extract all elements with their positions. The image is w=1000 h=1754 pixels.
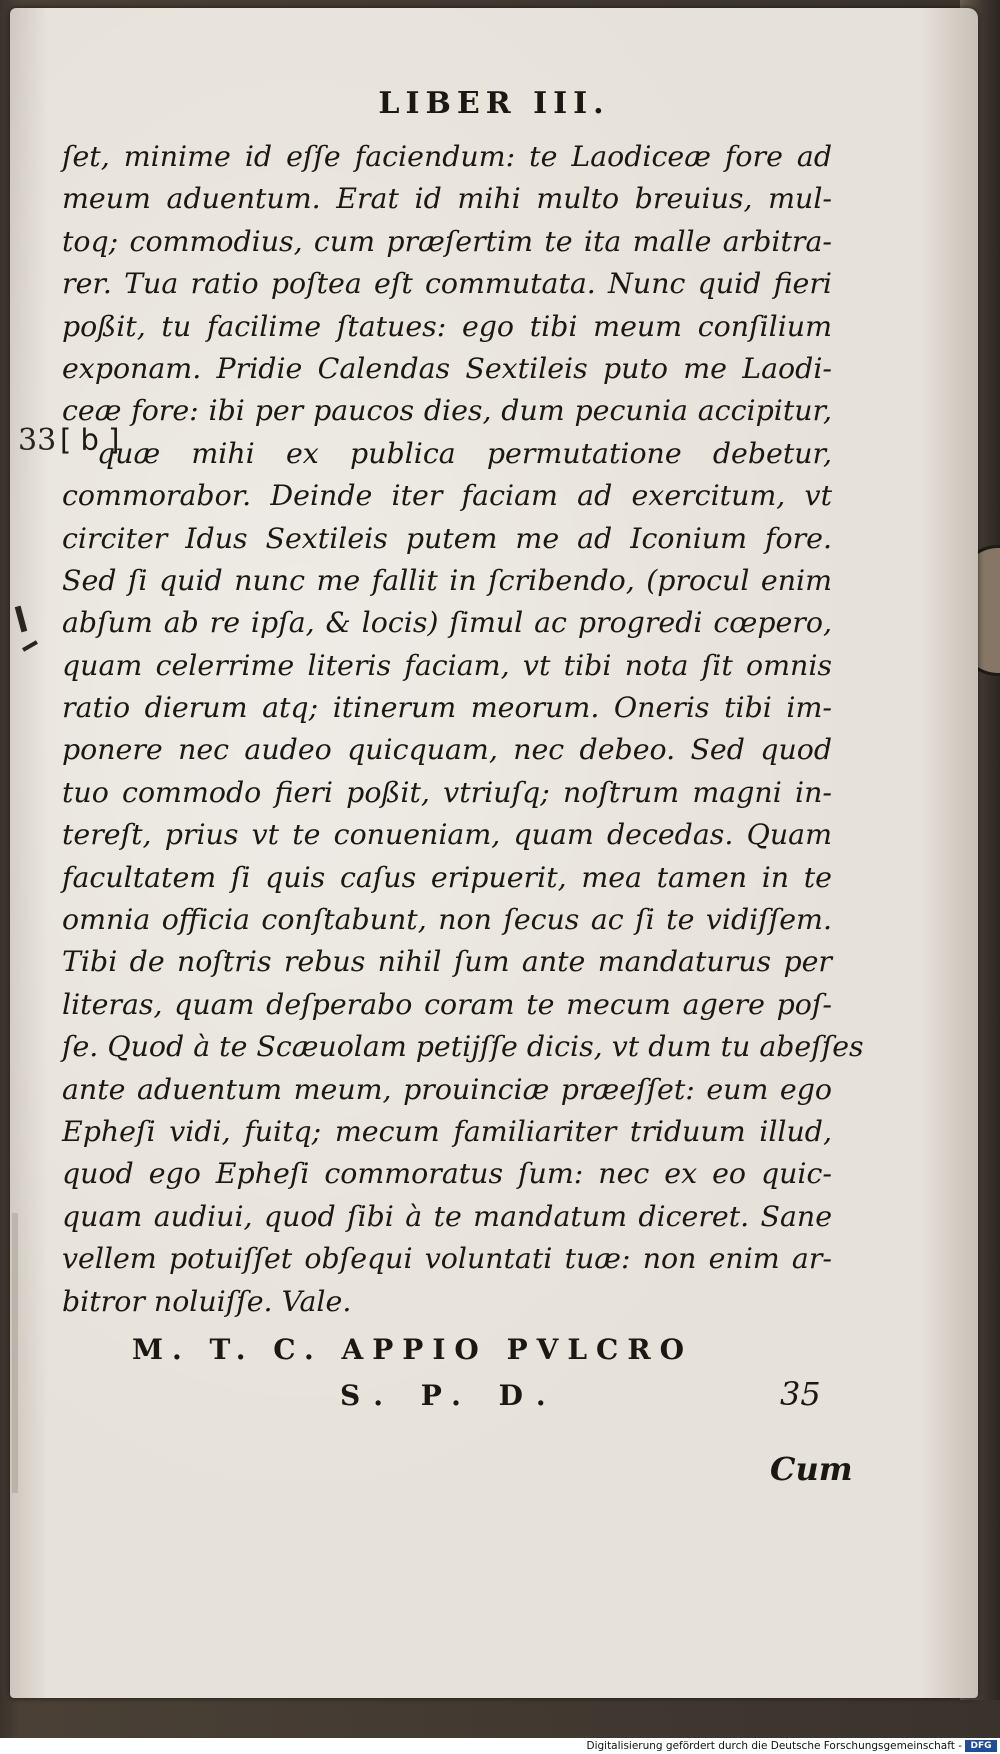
digitization-credit: Digitalisierung gefördert durch die Deutsche Forschungsgemeinschaft - (586, 1740, 962, 1752)
page-crease (12, 1213, 18, 1493)
text-line: commorabor. Deinde iter faciam ad exercitum, vt (62, 479, 832, 513)
bracket-reference: [ b ] (60, 423, 120, 457)
ink-mark (22, 640, 38, 651)
text-line: tuo commodo fieri poßit, vtriuſq; noſtrum magni in- (62, 775, 832, 809)
text-line: exponam. Pridie Calendas Sextileis puto me Laodi- (62, 351, 832, 385)
text-line: quæ mihi ex publica permutatione debetur, (97, 436, 832, 470)
ink-mark (15, 606, 28, 633)
text-line: rer. Tua ratio poſtea eſt commutata. Nunc quid fieri (62, 267, 832, 301)
running-header: LIBER III. (378, 86, 610, 121)
catchword: Cum (770, 1450, 853, 1488)
text-line: ponere nec audeo quicquam, nec debeo. Sed quod (62, 733, 832, 767)
text-line: toq; commodius, cum præſertim te ita malle arbitra- (62, 224, 832, 258)
text-line: meum aduentum. Erat id mihi multo breuius, mul- (62, 182, 832, 216)
text-line: poßit, tu facilime ſtatues: ego tibi meum conſilium (62, 309, 832, 343)
text-line: abſum ab re ipſa, & locis) ſimul ac progredi cœpero, (62, 606, 832, 640)
text-line: quam audiui, quod ſibi à te mandatum diceret. Sane (62, 1199, 832, 1233)
letter-salutation: S. P. D. (340, 1379, 560, 1412)
text-line: Tibi de noſtris rebus nihil ſum ante mandaturus per (62, 945, 832, 979)
text-line: Sed ſi quid nunc me fallit in ſcribendo, (procul enim (62, 563, 832, 597)
letter-heading: M. T. C. APPIO PVLCRO (132, 1333, 693, 1366)
book-page (10, 8, 978, 1698)
text-line: literas, quam deſperabo coram te mecum agere poſ- (62, 987, 832, 1021)
text-line: bitror noluiſſe. Vale. (62, 1284, 352, 1318)
text-line: circiter Idus Sextileis putem me ad Iconium fore. (62, 521, 832, 555)
text-line: tereſt, prius vt te conueniam, quam decedas. Quam (62, 818, 832, 852)
text-line: quod ego Epheſi commoratus ſum: nec ex eo quic- (62, 1157, 832, 1191)
text-line: vellem potuiſſet obſequi voluntati tuæ: non enim ar- (62, 1242, 832, 1276)
body-text (62, 136, 864, 1323)
text-line: ratio dierum atq; itinerum meorum. Oneris tibi im- (62, 691, 832, 725)
text-line: ante aduentum meum, prouinciæ præeſſet: eum ego (62, 1072, 832, 1106)
marginal-number: 33 (18, 423, 57, 458)
text-line: quam celerrime literis faciam, vt tibi nota ſit omnis (62, 648, 832, 682)
text-line: Epheſi vidi, fuitq; mecum familiariter triduum illud, (62, 1114, 832, 1148)
text-line: ſe. Quod à te Scæuolam petijſſe dicis, vt dum tu abeſſes (62, 1030, 864, 1064)
dfg-logo: DFG (965, 1740, 997, 1752)
text-line: ſet, minime id eſſe faciendum: te Laodiceæ fore ad (62, 140, 832, 173)
text-line: facultatem ſi quis caſus eripuerit, mea tamen in te (62, 860, 832, 894)
letter-number: 35 (780, 1375, 821, 1413)
text-line: ceæ fore: ibi per paucos dies, dum pecunia accipitur, (62, 394, 832, 428)
text-line: omnia officia conſtabunt, non ſecus ac ſi te vidiſſem. (62, 903, 832, 937)
